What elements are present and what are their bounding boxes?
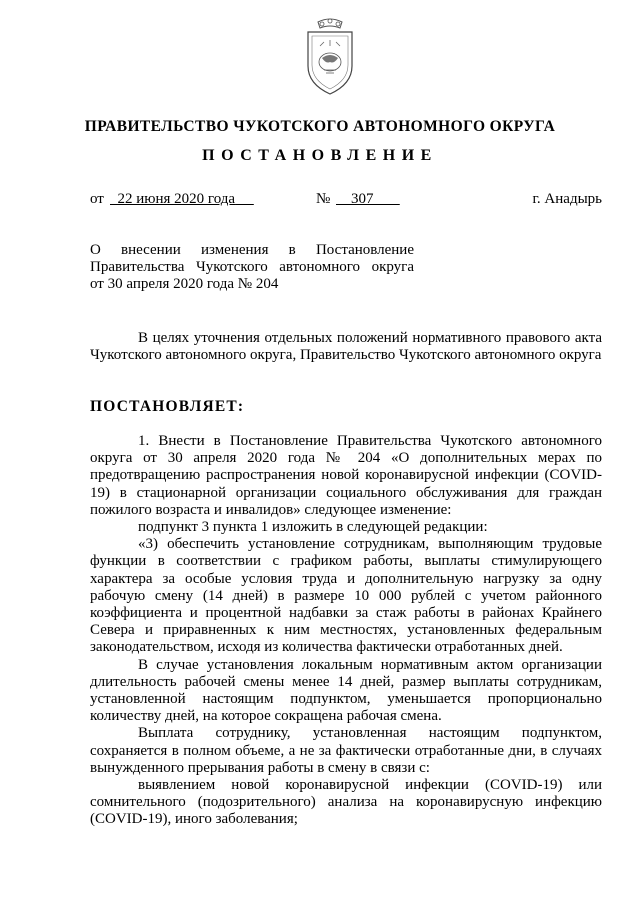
- paragraph-4: В случае установления локальным нормативным актом организации длительность рабочей смены менее 14 дней, размер выплаты сотрудникам, установленной настоящим подпунктом, уменьшается пропорционально количеству дней, на которое сокращена рабочая смена.: [90, 656, 602, 725]
- paragraph-3: «3) обеспечить установление сотрудникам, выполняющим трудовые функции в соответствии с графиком работы, выплаты стимулирующего характера за особые условия труда и дополнительную нагрузку за одну рабочую смену (14 дней) в размере 10 000 рублей с учетом районного коэффициента и процентной надбавки за стаж работы в районах Крайнего Севера и приравненных к ним местностях, установленных федеральным законодательством, исходя из количества фактически отработанных дней.: [90, 536, 602, 656]
- coat-of-arms-emblem: [300, 18, 360, 98]
- document-subject: [90, 242, 414, 293]
- paragraph-5: Выплата сотруднику, установленная настоящим подпунктом, сохраняется в полном объеме, а не за фактически отработанные дни, в случаях вынужденного прерывания работы в смену в связи с:: [90, 725, 602, 776]
- paragraph-1: 1. Внести в Постановление Правительства Чукотского автономного округа от 30 апреля 2020 года № 204 «О дополнительных мерах по предотвращению распространения новой коронавирусной инфекции (COVID-19) в стационарной организации социального обслуживания для граждан пожилого возраста и инвалидов» следующее изменение:: [90, 433, 602, 518]
- document-number-text: 307: [351, 191, 374, 207]
- preamble-paragraph: В целях уточнения отдельных положений нормативного правового акта Чукотского автономного округа, Правительство Чукотского автономного округа: [90, 330, 602, 364]
- paragraph-6: выявлением новой коронавирусной инфекции (COVID-19) или сомнительного (подозрительного) анализа на коронавирусную инфекцию (COVID-19), иного заболевания;: [90, 777, 602, 828]
- government-title: ПРАВИТЕЛЬСТВО ЧУКОТСКОГО АВТОНОМНОГО ОКРУГА: [84, 118, 556, 135]
- number-prefix: №: [316, 191, 331, 207]
- preamble-block: [90, 330, 602, 364]
- main-text-block: [90, 433, 602, 829]
- city-name: г. Анадырь: [532, 191, 602, 207]
- resolves-heading: ПОСТАНОВЛЯЕТ:: [90, 398, 245, 415]
- date-prefix: от: [90, 191, 104, 207]
- document-date-text: 22 июня 2020 года: [117, 191, 236, 207]
- document-date: [110, 191, 254, 208]
- document-type-heading: ПОСТАНОВЛЕНИЕ: [202, 147, 438, 164]
- document-number: [336, 191, 400, 208]
- subject-line: Правительства Чукотского автономного округа: [90, 259, 414, 275]
- subject-line: от 30 апреля 2020 года № 204: [90, 276, 279, 292]
- subject-line: О внесении изменения в Постановление: [90, 242, 414, 258]
- paragraph-2: подпункт 3 пункта 1 изложить в следующей редакции:: [138, 519, 488, 536]
